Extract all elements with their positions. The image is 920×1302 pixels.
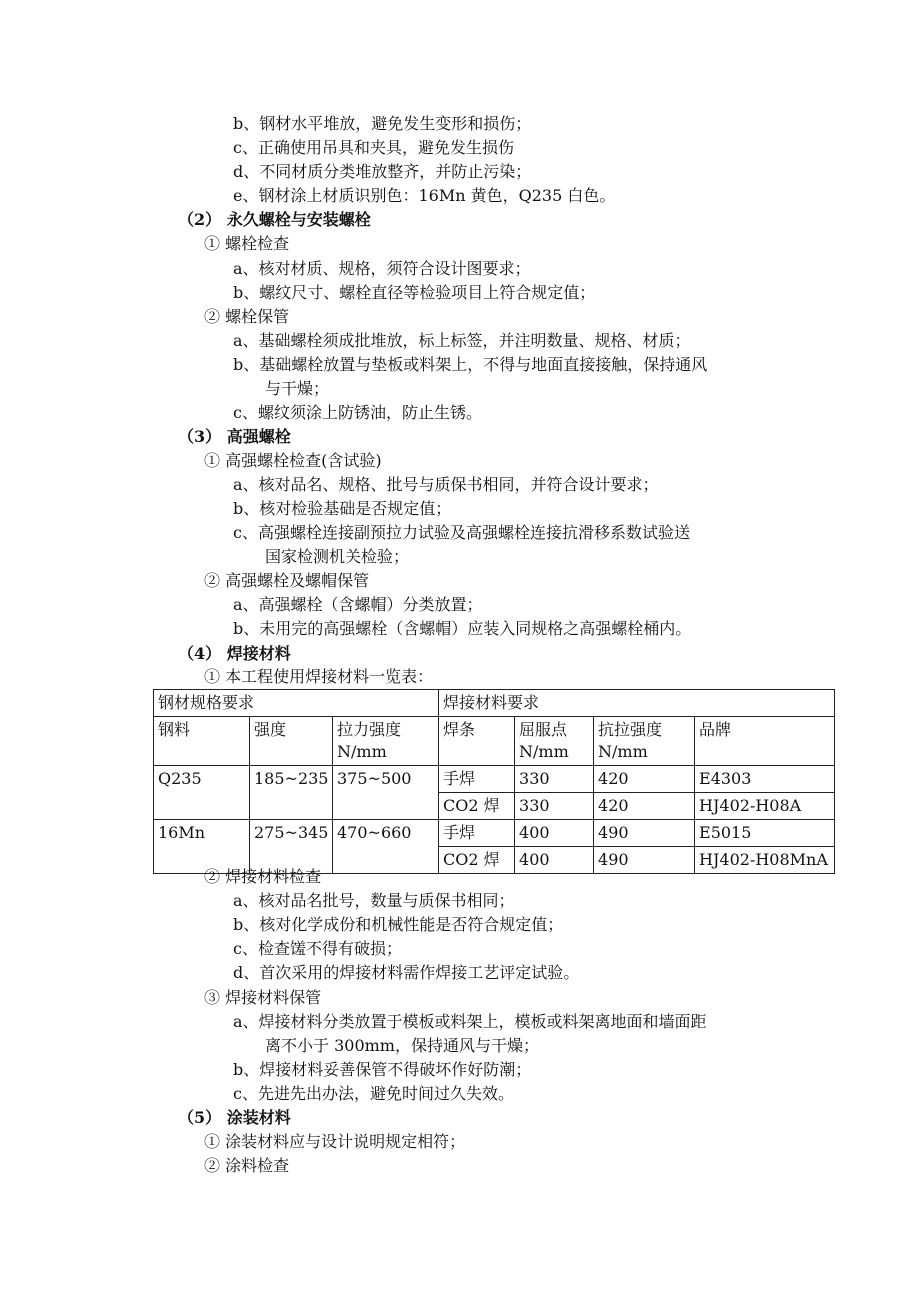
section-heading: （3） 高强螺栓 [178,427,291,446]
text-line: c、高强螺栓连接副预拉力试验及高强螺栓连接抗滑移系数试验送 [233,523,690,542]
text-line: 与干燥； [265,379,330,398]
table-cell-brand: E4303 [695,766,835,793]
subsection-heading: ③ 焊接材料保管 [204,988,322,1007]
welding-materials-table [153,689,835,874]
text-line: b、钢材水平堆放，避免发生变形和损伤； [233,114,532,133]
table-cell-strength: 275~345 [250,820,333,874]
header-label: 屈服点 [519,720,568,739]
table-row [154,820,835,847]
table-cell-tensile: 375~500 [333,766,439,820]
text-line: d、不同材质分类堆放整齐，并防止污染； [233,162,532,181]
text-line: 离不小于 300mm，保持通风与干燥； [265,1036,539,1055]
subsection-heading: ① 高强螺栓检查(含试验) [204,451,382,470]
table-header-cell [333,717,439,766]
table-cell-brand: HJ402-H08A [695,793,835,820]
text-line: b、螺纹尺寸、螺栓直径等检验项目上符合规定值； [233,283,596,302]
table-group-header: 焊接材料要求 [439,690,835,717]
subsection-heading: ② 螺栓保管 [204,307,290,326]
table-cell-tensile-strength: 420 [594,766,695,793]
subsection-heading: ② 高强螺栓及螺帽保管 [204,571,370,590]
text-line: a、焊接材料分类放置于模板或料架上，模板或料架离地面和墙面距 [233,1012,707,1031]
text-line: c、检查馐不得有破损； [233,939,402,958]
table-cell-tensile-strength: 490 [594,820,695,847]
text-line: b、核对检验基础是否规定值； [233,499,452,518]
header-unit: N/mm [598,742,648,761]
table-cell-tensile-strength: 420 [594,793,695,820]
section-heading: （2） 永久螺栓与安装螺栓 [178,210,371,229]
header-label: 抗拉强度 [598,720,663,739]
text-line: b、基础螺栓放置与垫板或料架上，不得与地面直接接触，保持通风 [233,355,708,374]
header-label: 品牌 [699,720,732,739]
section-heading: （5） 涂装材料 [178,1108,291,1127]
subsection-heading: ① 螺栓检查 [204,234,290,253]
table-header-cell [250,717,333,766]
text-line: d、首次采用的焊接材料需作焊接工艺评定试验。 [233,963,580,982]
header-unit: N/mm [337,742,387,761]
table-cell-rod: 手焊 [439,820,515,847]
table-group-header: 钢材规格要求 [154,690,439,717]
table-cell-brand: HJ402-H08MnA [695,847,835,874]
table-cell-rod: 手焊 [439,766,515,793]
section-heading: （4） 焊接材料 [178,644,291,663]
text-line: a、高强螺栓（含螺帽）分类放置； [233,595,483,614]
table-cell-tensile: 470~660 [333,820,439,874]
header-label: 钢料 [158,720,191,739]
table-cell-brand: E5015 [695,820,835,847]
table-cell-strength: 185~235 [250,766,333,820]
table-row [154,766,835,793]
table-header-cell [515,717,594,766]
table-cell-yield: 330 [515,766,594,793]
table-cell-yield: 400 [515,820,594,847]
subsection-heading: ① 涂装材料应与设计说明规定相符； [204,1132,466,1151]
text-line: b、焊接材料妥善保管不得破坏作好防潮； [233,1060,532,1079]
table-cell-yield: 400 [515,847,594,874]
table-cell-rod: CO2 焊 [439,847,515,874]
text-line: a、核对材质、规格，须符合设计图要求； [233,259,531,278]
text-line: a、核对品名批号，数量与质保书相同； [233,891,515,910]
text-line: e、钢材涂上材质识别色：16Mn 黄色，Q235 白色。 [233,186,616,205]
table-group-header-row [154,690,835,717]
header-unit: N/mm [519,742,569,761]
table-header-cell [439,717,515,766]
text-line: 国家检测机关检验； [265,547,410,566]
table-header-cell [594,717,695,766]
table-header-cell [154,717,250,766]
text-line: c、先进先出办法，避免时间过久失效。 [233,1084,514,1103]
table-cell-rod: CO2 焊 [439,793,515,820]
table-header-cell [695,717,835,766]
text-line: c、螺纹须涂上防锈油，防止生锈。 [233,403,482,422]
subsection-heading: ① 本工程使用焊接材料一览表： [204,667,434,686]
text-line: b、未用完的高强螺栓（含螺帽）应装入同规格之高强螺栓桶内。 [233,619,692,638]
subsection-heading: ② 焊接材料检查 [204,867,322,886]
header-label: 拉力强度 [337,720,402,739]
table-header-row [154,717,835,766]
header-label: 强度 [254,720,287,739]
table-cell-yield: 330 [515,793,594,820]
text-line: a、基础螺栓须成批堆放，标上标签，并注明数量、规格、材质； [233,331,691,350]
subsection-heading: ② 涂料检查 [204,1156,290,1175]
table-cell-tensile-strength: 490 [594,847,695,874]
text-line: c、正确使用吊具和夹具，避免发生损伤 [233,138,514,157]
table-cell-steel: Q235 [154,766,250,820]
text-line: a、核对品名、规格、批号与质保书相同，并符合设计要求； [233,475,659,494]
text-line: b、核对化学成份和机械性能是否符合规定值； [233,915,564,934]
header-label: 焊条 [443,720,476,739]
table-cell-steel: 16Mn [154,820,250,874]
